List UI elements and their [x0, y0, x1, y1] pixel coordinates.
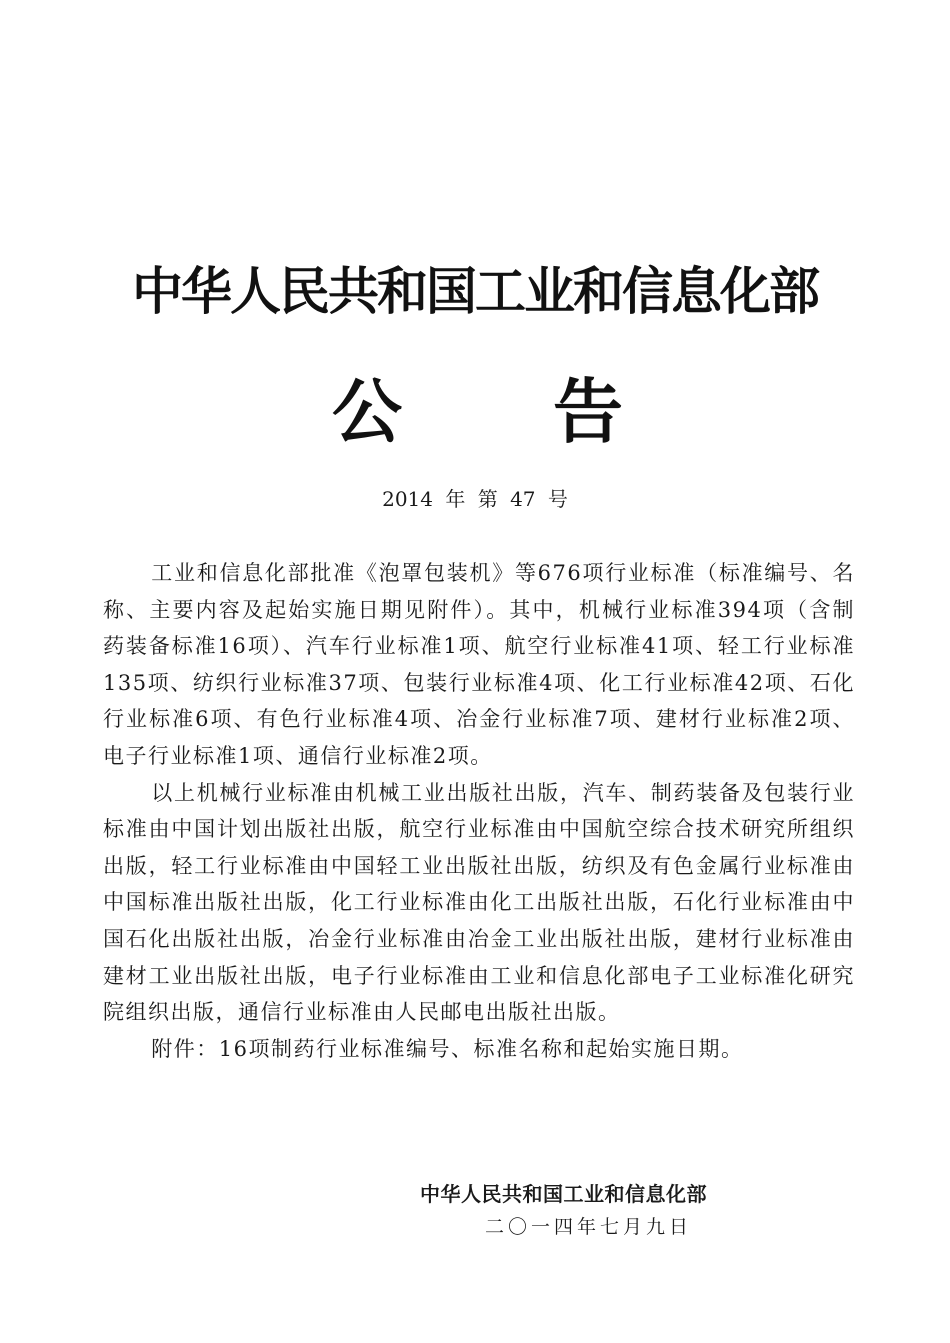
body-paragraph-approval: 工业和信息化部批准《泡罩包装机》等676项行业标准（标准编号、名称、主要内容及起始实施日期见附件）。其中，机械行业标准394项（含制药装备标准16项）、汽车行业标准1项、航空行业标准41项、轻工行业标准135项、纺织行业标准37项、包装行业标准4项、化工行业标准42项、石化行业标准6项、有色行业标准4项、冶金行业标准7项、建材行业标准2项、电子行业标准1项、通信行业标准2项。	[103, 561, 855, 768]
signature-date: 二〇一四年七月九日	[485, 1216, 693, 1238]
document-type-heading	[0, 372, 950, 452]
document-number: 2014 年 第 47 号	[382, 487, 568, 511]
announcement-body	[103, 555, 855, 1067]
document-type-char-1: 公	[332, 371, 402, 453]
body-paragraph-publishers: 以上机械行业标准由机械工业出版社出版，汽车、制药装备及包装行业标准由中国计划出版社出版，航空行业标准由中国航空综合技术研究所组织出版，轻工行业标准由中国轻工业出版社出版，纺织及有色金属行业标准由中国标准出版社出版，化工行业标准由化工出版社出版，石化行业标准由中国石化出版社出版，冶金行业标准由冶金工业出版社出版，建材行业标准由建材工业出版社出版，电子行业标准由工业和信息化部电子工业标准化研究院组织出版，通信行业标准由人民邮电出版社出版。	[103, 780, 855, 1025]
signature-block	[420, 1178, 790, 1244]
signature-organization: 中华人民共和国工业和信息化部	[420, 1182, 707, 1206]
document-type-char-2: 告	[553, 371, 623, 453]
body-paragraph-attachment: 附件：16项制药行业标准编号、标准名称和起始实施日期。	[151, 1036, 744, 1061]
issuing-organization-title: 中华人民共和国工业和信息化部	[131, 263, 818, 322]
